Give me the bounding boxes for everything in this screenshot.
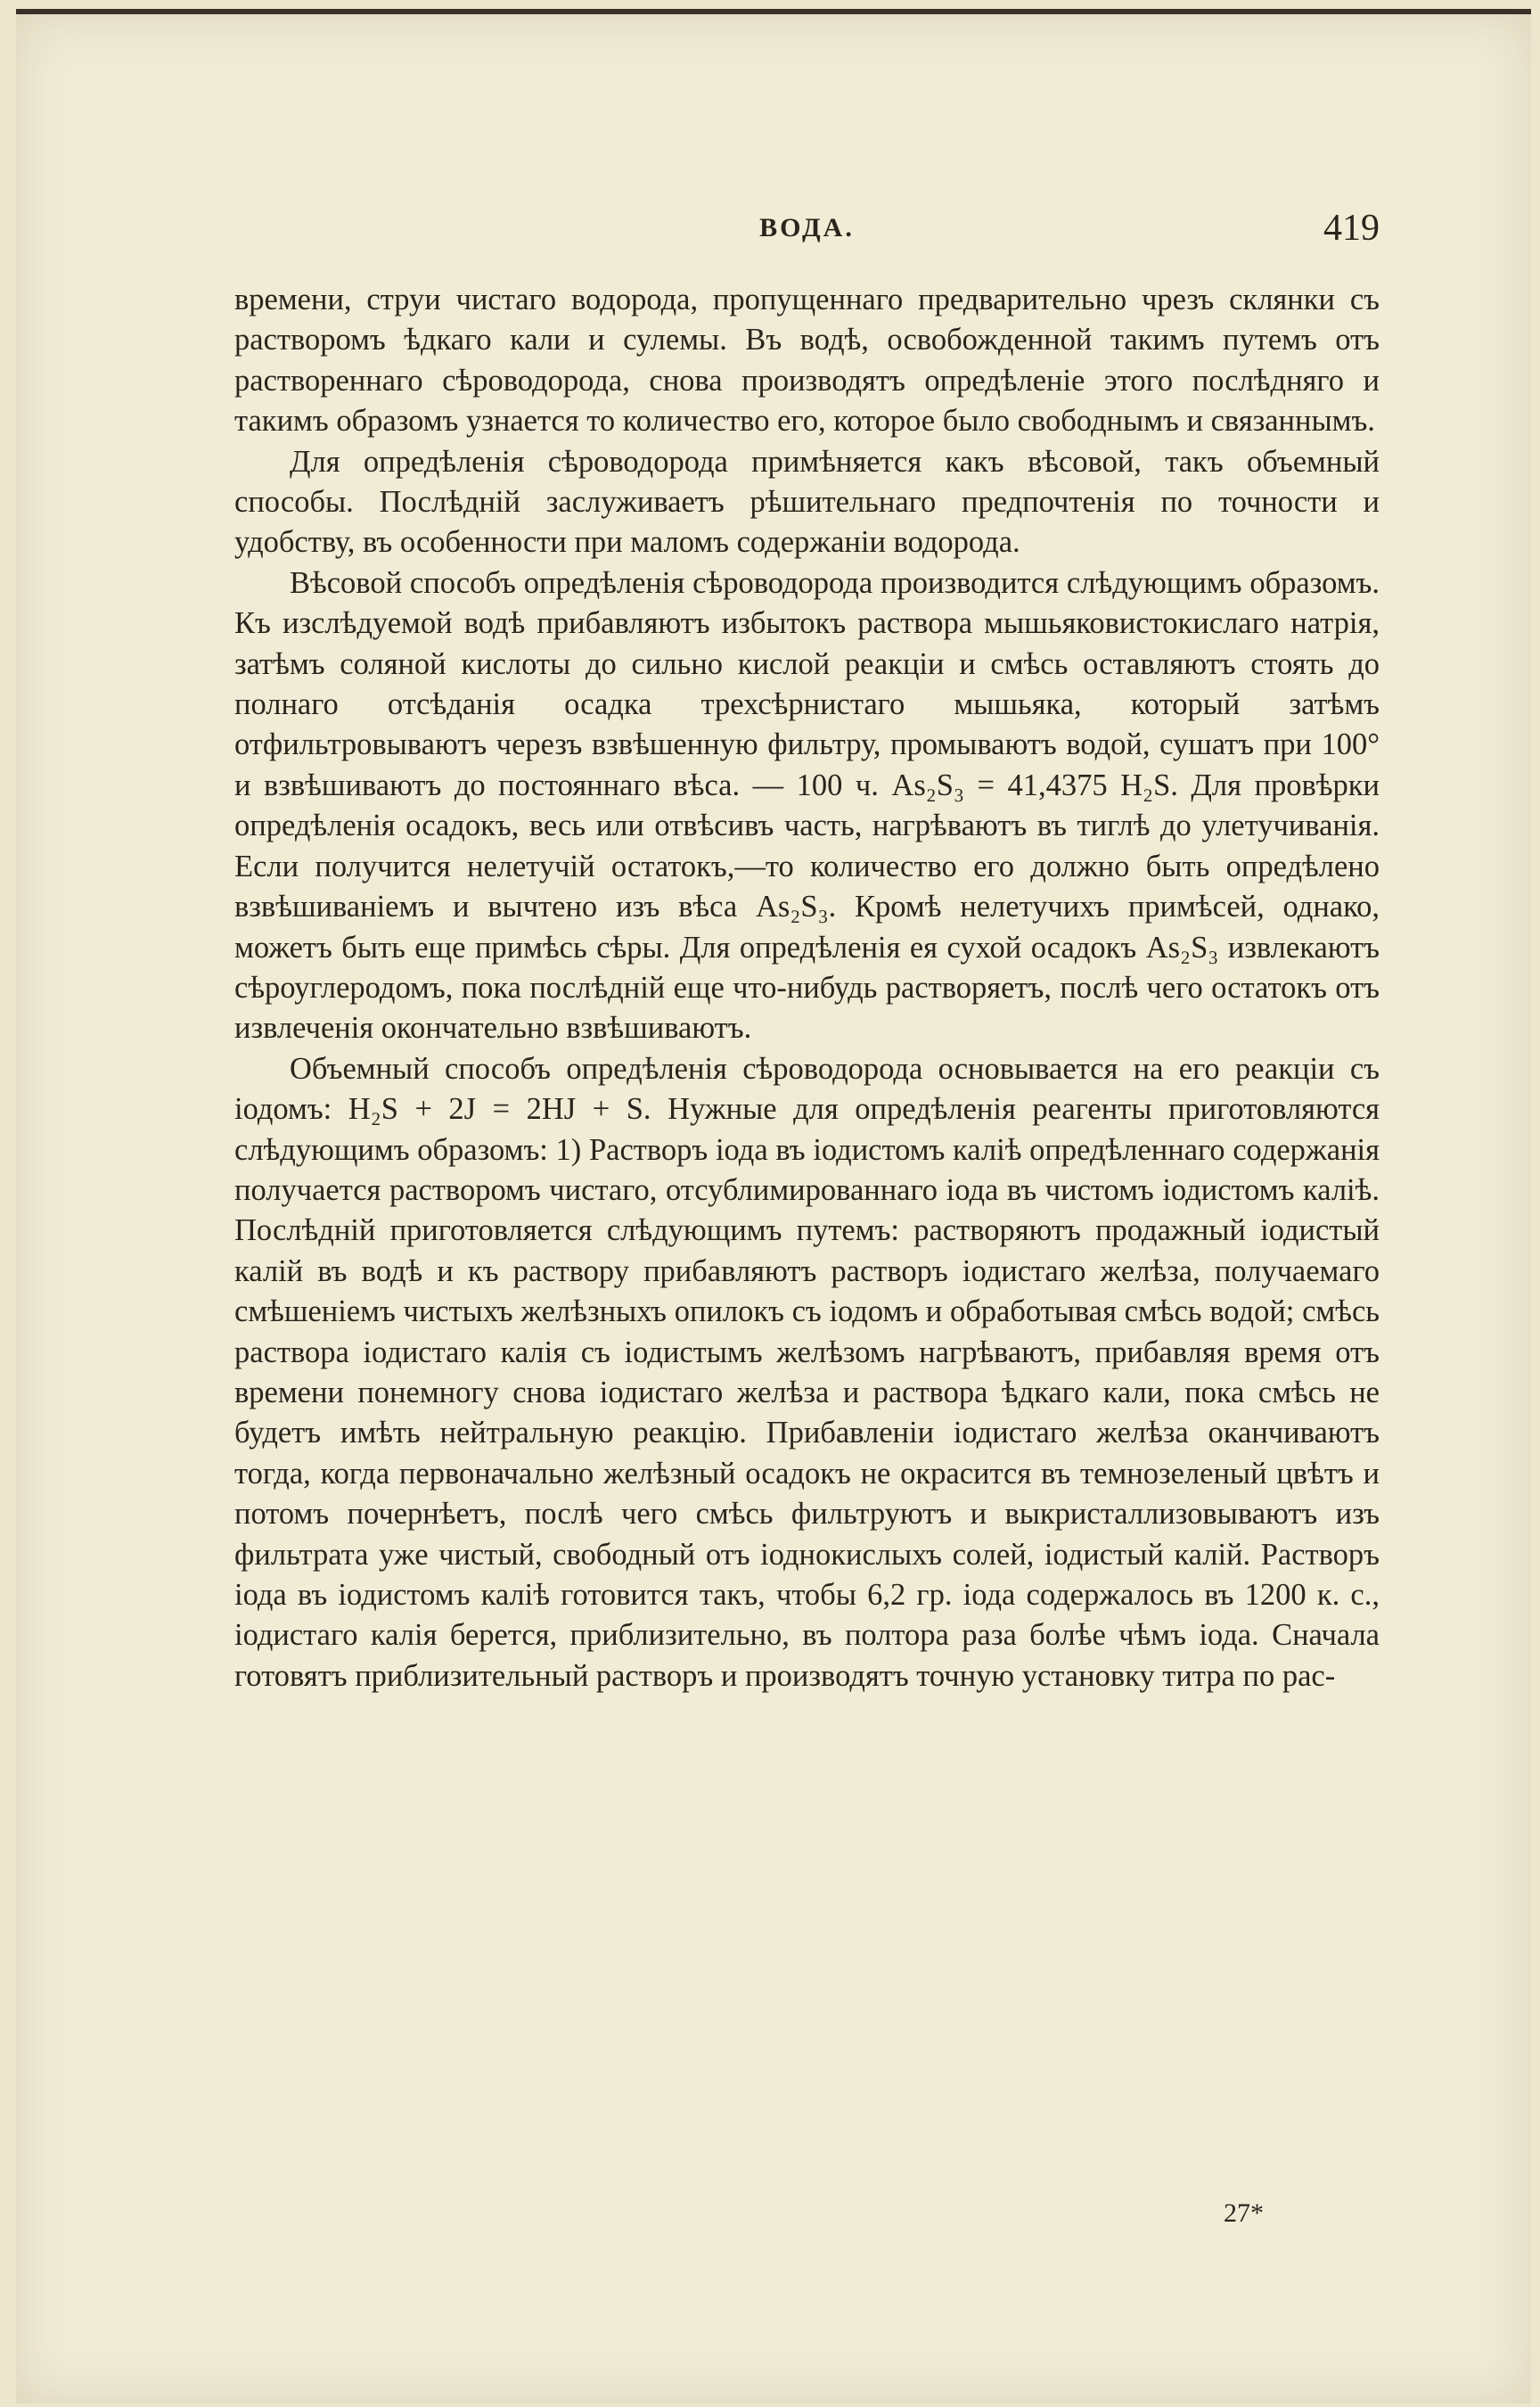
page-number: 419 [1323,208,1380,249]
page-header [234,201,1380,255]
paragraph: Объемный способъ опредѣленія сѣроводорода основывается на его реакціи съ іодомъ: H₂S + 2J = 2HJ + S. Нужные для опредѣленія реагенты приготовляются слѣдующимъ образомъ: 1) Растворъ іода въ іодистомъ каліѣ опредѣленнаго содержанія получается растворомъ чистаго, отсублимированнаго іода въ чистомъ іодистомъ каліѣ. Послѣдній приготовляется слѣдующимъ путемъ: растворяютъ продажный іодистый калій въ водѣ и къ раствору прибавляютъ растворъ іодистаго желѣза, получаемаго смѣшеніемъ чистыхъ желѣзныхъ опилокъ съ іодомъ и обработывая смѣсь водой; смѣсь раствора іодистаго калія съ іодистымъ желѣзомъ нагрѣваютъ, прибавляя время отъ времени понемногу снова іодистаго желѣза и раствора ѣдкаго кали, пока смѣсь не будетъ имѣть нейтральную реакцію. Прибавленіи іодистаго желѣза оканчиваютъ тогда, когда первоначально желѣзный осадокъ не окрасится въ темнозеленый цвѣтъ и потомъ почернѣетъ, послѣ чего смѣсь фильтруютъ и выкристаллизовываютъ изъ фильтрата уже чистый, свободный отъ іоднокислыхъ солей, іодистый калій. Растворъ іода въ іодистомъ каліѣ готовится такъ, чтобы 6,2 гр. іода содержалось въ 1200 к. с., іодистаго калія берется, приблизительно, въ полтора раза болѣе чѣмъ іода. Сначала готовятъ приблизительный растворъ и производятъ точную установку титра по рас- [234,1051,1380,1693]
paragraph: Для опредѣленія сѣроводорода примѣняется какъ вѣсовой, такъ объемный способы. Послѣдній заслуживаетъ рѣшительнаго предпочтенія по точности и удобству, въ особенности при маломъ содержаніи водорода. [234,444,1380,560]
signature-mark: 27* [1224,2198,1264,2228]
paragraph: Вѣсовой способъ опредѣленія сѣроводорода производится слѣдующимъ образомъ. Къ изслѣдуемой водѣ прибавляютъ избытокъ раствора мышьяковистокислаго натрія, затѣмъ соляной кислоты до сильно кислой реакціи и смѣсь оставляютъ стоять до полнаго отсѣданія осадка трехсѣрнистаго мышьяка, который затѣмъ отфильтровываютъ черезъ взвѣшенную фильтру, промываютъ водой, сушатъ при 100° и взвѣшиваютъ до постояннаго вѣса. — 100 ч. As₂S₃ = 41,4375 H₂S. Для провѣрки опредѣленія осадокъ, весь или отвѣсивъ часть, нагрѣваютъ въ тиглѣ до улетучиванія. Если получится нелетучій остатокъ,—то количество его должно быть опредѣлено взвѣшиваніемъ и вычтено изъ вѣса As₂S₃. Кромѣ нелетучихъ примѣсей, однако, можетъ быть еще примѣсь сѣры. Для опредѣленія ея сухой осадокъ As₂S₃ извлекаютъ сѣроуглеродомъ, пока послѣдній еще что-нибудь растворяетъ, послѣ чего остатокъ отъ извлеченія окончательно взвѣшиваютъ. [234,565,1380,1046]
body-text [234,280,1380,1696]
book-page [16,9,1531,2403]
paragraph: времени, струи чистаго водорода, пропущеннаго предварительно чрезъ склянки съ растворомъ ѣдкаго кали и сулемы. Въ водѣ, освобожденной такимъ путемъ отъ раствореннаго сѣроводорода, снова производятъ опредѣленіе этого послѣдняго и такимъ образомъ узнается то количество его, которое было свободнымъ и связаннымъ. [234,283,1380,439]
running-title: ВОДА. [759,213,855,242]
